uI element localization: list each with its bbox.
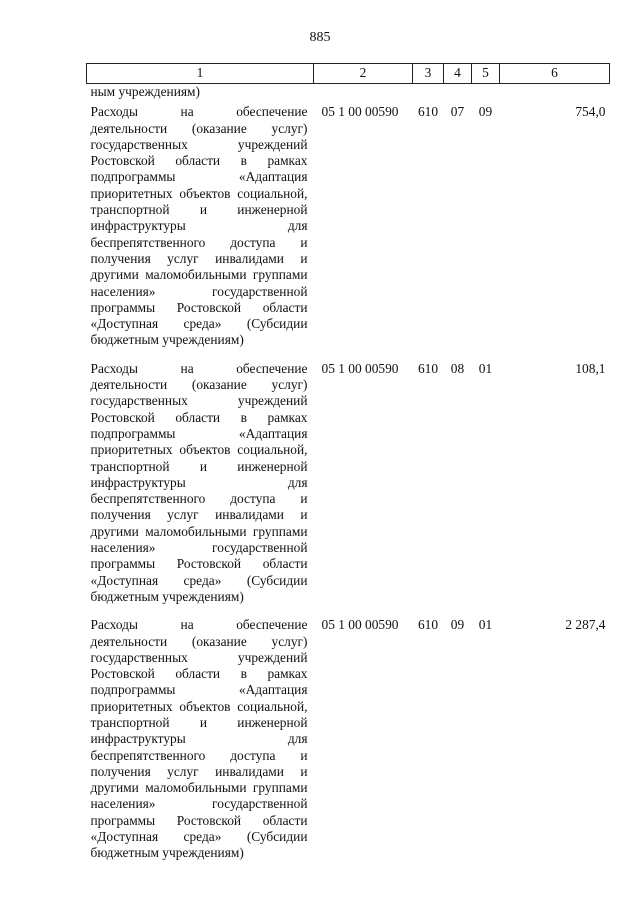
row-target-code: 05 1 00 00590 — [321, 104, 399, 120]
continuation-text: ным учреждениям) — [90, 84, 200, 99]
header-col-1: 1 — [87, 64, 314, 84]
header-col-5: 5 — [472, 64, 500, 84]
row-expense-type: 610 — [417, 617, 439, 633]
row-expense-type: 610 — [417, 104, 439, 120]
header-col-2: 2 — [314, 64, 413, 84]
row-section: 09 — [450, 617, 465, 633]
header-col-3: 3 — [413, 64, 444, 84]
continuation-row — [87, 84, 610, 105]
row-description: Расходы на обеспечение деятельности (оказание услуг) государственных учреждений Ростовской области в рамках подпрограммы «Адаптация приоритетных объектов социальной, транспортной и инженерной инфраструктуры для беспрепятственного доступа и получения услуг инвалидами и другими маломобильными группами населения» государственной программы Ростовской области «Доступная среда» (Субсидии бюджетным учреждениям) — [90, 360, 308, 604]
budget-table — [86, 63, 610, 874]
row-subsection: 01 — [478, 617, 493, 633]
row-description: Расходы на обеспечение деятельности (оказание услуг) государственных учреждений Ростовской области в рамках подпрограммы «Адаптация приоритетных объектов социальной, транспортной и инженерной инфраструктуры для беспрепятственного доступа и получения услуг инвалидами и другими маломобильными группами населения» государственной программы Ростовской области «Доступная среда» (Субсидии бюджетным учреждениям) — [90, 617, 308, 861]
row-description: Расходы на обеспечение деятельности (оказание услуг) государственных учреждений Ростовской области в рамках подпрограммы «Адаптация приоритетных объектов социальной, транспортной и инженерной инфраструктуры для беспрепятственного доступа и получения услуг инвалидами и другими маломобильными группами населения» государственной программы Ростовской области «Доступная среда» (Субсидии бюджетным учреждениям) — [90, 104, 308, 348]
row-sum: 108,1 — [575, 360, 606, 376]
row-target-code: 05 1 00 00590 — [321, 617, 399, 633]
row-section: 08 — [450, 360, 465, 376]
row-sum: 754,0 — [575, 104, 606, 120]
row-expense-type: 610 — [417, 360, 439, 376]
row-section: 07 — [450, 104, 465, 120]
page-number: 885 — [309, 30, 331, 45]
row-subsection: 09 — [478, 104, 493, 120]
row-subsection: 01 — [478, 360, 493, 376]
header-col-6: 6 — [500, 64, 610, 84]
table-row — [87, 361, 610, 617]
row-target-code: 05 1 00 00590 — [321, 360, 399, 376]
table-row — [87, 104, 610, 360]
row-sum: 2 287,4 — [565, 617, 606, 633]
header-row — [87, 64, 610, 84]
table-row — [87, 617, 610, 873]
header-col-4: 4 — [444, 64, 472, 84]
